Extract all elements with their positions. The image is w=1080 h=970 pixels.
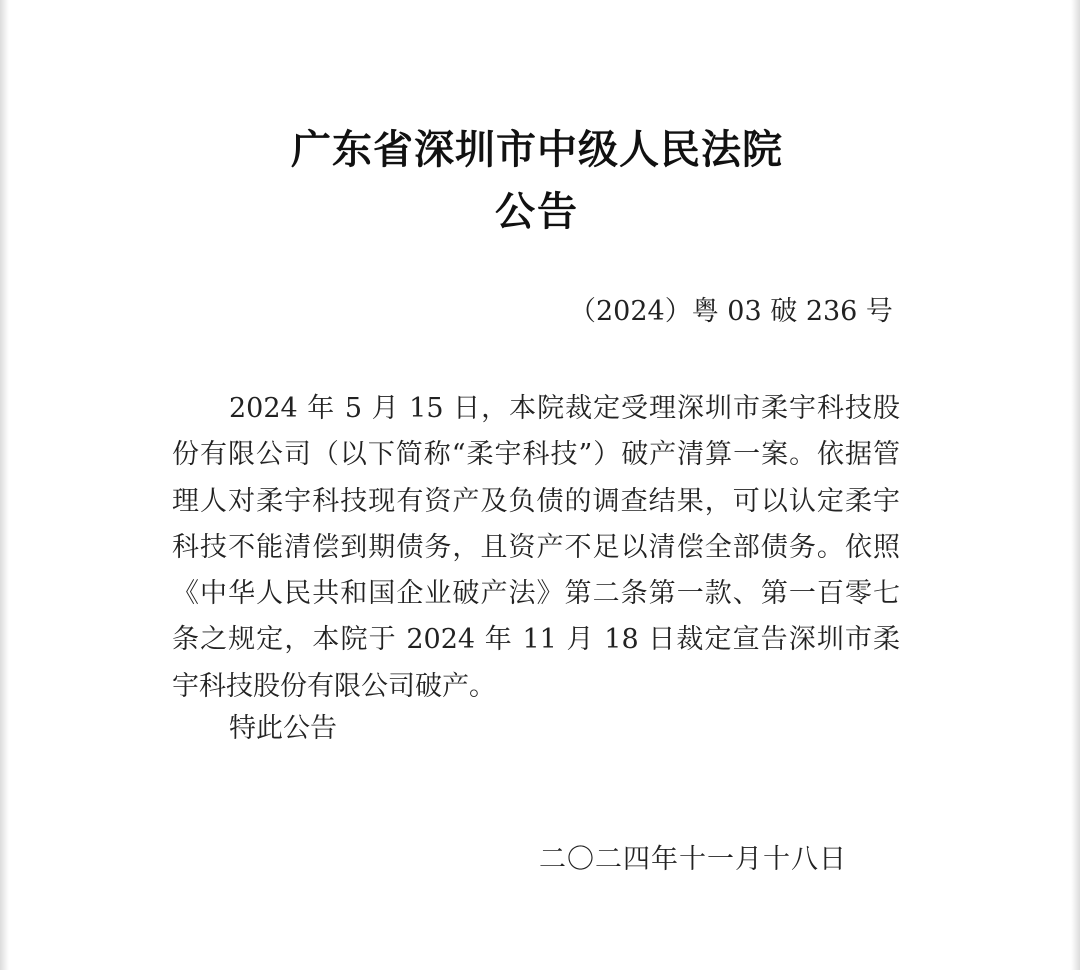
document-page: [9, 0, 1071, 970]
court-name-heading: 广东省深圳市中级人民法院: [291, 126, 783, 173]
page-edge-left: [0, 0, 9, 970]
closing-phrase: 特此公告: [229, 713, 337, 744]
issue-date: 二〇二四年十一月十八日: [539, 844, 847, 875]
notice-type-heading: 公告: [495, 188, 579, 235]
notice-body: [172, 386, 900, 710]
page-edge-right: [1071, 0, 1080, 970]
case-number: （2024）粤 03 破 236 号: [569, 296, 893, 327]
body-paragraph: 2024 年 5 月 15 日，本院裁定受理深圳市柔宇科技股份有限公司（以下简称“柔宇科技”）破产清算一案。依据管理人对柔宇科技现有资产及负债的调查结果，可以认定柔宇科技不能清偿到期债务，且资产不足以清偿全部债务。依照《中华人民共和国企业破产法》第二条第一款、第一百零七条之规定，本院于 2024 年 11 月 18 日裁定宣告深圳市柔宇科技股份有限公司破产。: [172, 393, 900, 702]
